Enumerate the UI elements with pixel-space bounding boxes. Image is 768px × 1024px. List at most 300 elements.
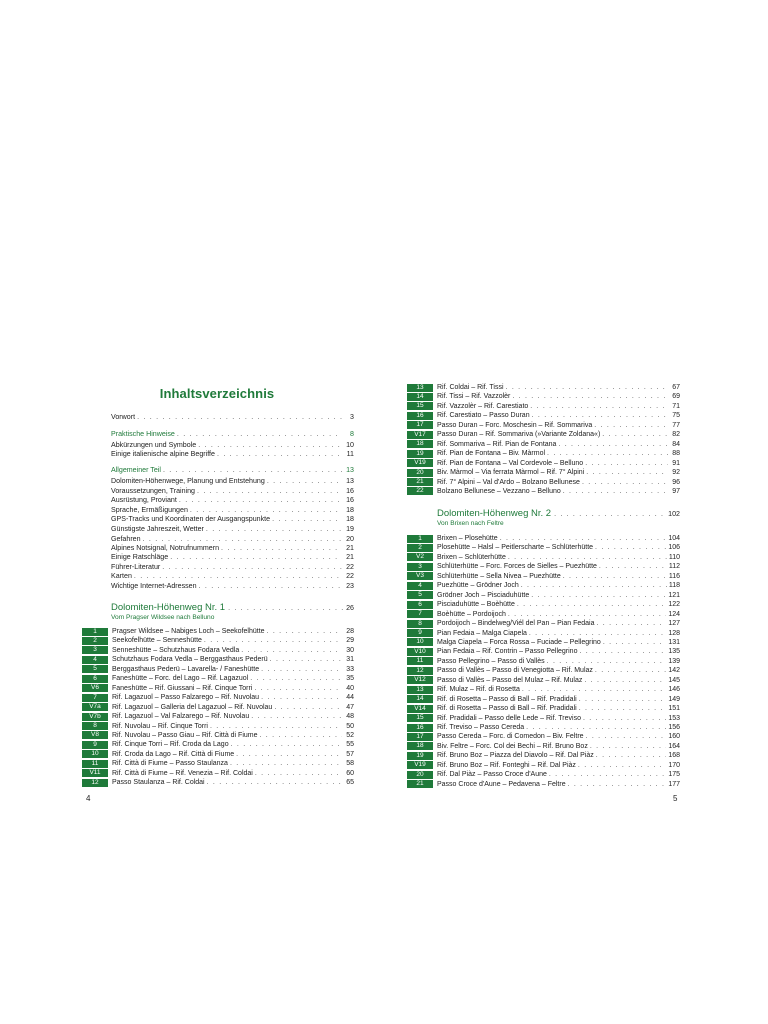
stage-number-badge: 6: [82, 675, 108, 683]
stage-entry-page: 110: [668, 553, 680, 561]
stage-entry-page: 31: [346, 656, 354, 664]
stage-entry[interactable]: [407, 572, 680, 581]
toc-entry-page: 22: [346, 572, 354, 580]
stage-entry[interactable]: [82, 722, 354, 731]
stage-entry[interactable]: [407, 392, 680, 401]
dot-leader: [250, 674, 342, 683]
page-title: Inhaltsverzeichnis: [159, 386, 275, 401]
stage-entry-page: 48: [346, 713, 354, 721]
stage-entry-text: Rif. Città di Fiume – Rif. Venezia – Rif. Coldai: [112, 769, 253, 777]
toc-entry-page: 21: [346, 544, 354, 552]
toc-entry-page: 8: [350, 430, 354, 438]
section-subtitle: Vom Pragser Wildsee nach Belluno: [111, 614, 215, 621]
stage-entry[interactable]: [407, 487, 680, 496]
toc-entry[interactable]: [111, 544, 354, 553]
section-title-text: Dolomiten-Höhenweg Nr. 2: [437, 508, 552, 519]
stage-entry-text: Rif. Vazzolèr – Rif. Carestiato: [437, 402, 529, 410]
stage-entry-page: 58: [346, 760, 354, 768]
toc-entry[interactable]: [111, 487, 354, 496]
stage-entry-text: Rif. Cinque Torri – Rif. Croda da Lago: [112, 741, 229, 749]
stage-entry[interactable]: [407, 751, 680, 760]
stage-number-badge: V10: [407, 648, 433, 656]
stage-entry[interactable]: [407, 732, 680, 741]
stage-number-badge: 2: [82, 637, 108, 645]
dot-leader: [163, 466, 342, 475]
stage-entry[interactable]: [407, 695, 680, 704]
stage-entry-text: Rif. Bruno Boz – Piazza del Diavolo – Rif. Dal Piàz: [437, 752, 594, 760]
stage-number-badge: 3: [82, 646, 108, 654]
toc-entry[interactable]: [111, 496, 354, 505]
stage-entry[interactable]: [407, 440, 680, 449]
stage-entry[interactable]: [82, 636, 354, 645]
toc-entry[interactable]: [111, 535, 354, 544]
dot-leader: [526, 723, 666, 732]
stage-entry[interactable]: [407, 562, 680, 571]
stage-number-badge: 12: [82, 779, 108, 787]
dot-leader: [547, 449, 668, 458]
dot-leader: [547, 657, 667, 666]
stage-entry-page: 160: [668, 733, 680, 741]
stage-entry-text: Rif. Coldai – Rif. Tissi: [437, 384, 504, 391]
stage-number-badge: 20: [407, 771, 433, 779]
stage-number-badge: V7a: [82, 703, 108, 711]
stage-entry-page: 128: [668, 629, 680, 637]
dot-leader: [585, 459, 668, 468]
toc-entry-page: 22: [346, 563, 354, 571]
stage-entry[interactable]: [407, 591, 680, 600]
dot-leader: [260, 731, 342, 740]
dot-leader: [579, 647, 666, 656]
stage-entry-page: 97: [672, 487, 680, 495]
dot-leader: [177, 430, 342, 439]
toc-entry-page: 11: [346, 450, 354, 458]
stage-entry-text: Passo Pellegrino – Passo di Vallès: [437, 657, 545, 665]
stage-entry[interactable]: [407, 619, 680, 628]
stage-number-badge: V7b: [82, 713, 108, 721]
stage-entry-page: 177: [668, 780, 680, 788]
stage-entry-text: Pisciaduhütte – Boèhütte: [437, 601, 515, 609]
stage-entry-page: 91: [672, 459, 680, 467]
dot-leader: [586, 468, 668, 477]
dot-leader: [554, 509, 665, 521]
stage-entry[interactable]: [407, 742, 680, 751]
toc-entry-text: Ausrüstung, Proviant: [111, 496, 177, 504]
stage-entry-text: Senneshütte – Schutzhaus Fodara Vedla: [112, 646, 240, 654]
stage-number-badge: V3: [407, 572, 433, 580]
stage-entry-page: 118: [668, 582, 680, 590]
stage-entry-page: 135: [668, 648, 680, 656]
stage-entry-page: 145: [668, 676, 680, 684]
dot-leader: [231, 740, 342, 749]
dot-leader: [596, 751, 667, 760]
stage-number-badge: V19: [407, 761, 433, 769]
toc-entry-page: 3: [350, 413, 354, 421]
stage-entry[interactable]: [82, 693, 354, 702]
dot-leader: [190, 506, 342, 515]
stage-entry[interactable]: [82, 684, 354, 693]
section-title-text: Dolomiten-Höhenweg Nr. 1: [111, 602, 226, 613]
stage-number-badge: 18: [407, 440, 433, 448]
section-subtitle: Von Brixen nach Feltre: [437, 520, 504, 527]
stage-number-badge: 18: [407, 742, 433, 750]
stage-entry-text: Faneshütte – Rif. Giussani – Rif. Cinque Torri: [112, 684, 253, 692]
stage-entry[interactable]: [82, 703, 354, 712]
dot-leader: [170, 553, 342, 562]
toc-entry[interactable]: [111, 441, 354, 450]
stage-number-badge: 10: [407, 638, 433, 646]
toc-entry[interactable]: [111, 413, 354, 422]
dot-leader: [563, 487, 668, 496]
stage-entry-text: Brixen – Plosehütte: [437, 535, 498, 542]
toc-entry-text: Gefahren: [111, 535, 141, 543]
stage-number-badge: 11: [82, 760, 108, 768]
stage-entry[interactable]: [407, 704, 680, 713]
stage-entry[interactable]: [82, 665, 354, 674]
stage-number-badge: V2: [407, 553, 433, 561]
stage-entry[interactable]: [82, 674, 354, 683]
stage-entry-text: Passo di Vallès – Passo di Venegiotta – Rif. Mulaz: [437, 667, 593, 675]
toc-entry-page: 16: [346, 496, 354, 504]
dot-leader: [517, 600, 666, 609]
dot-leader: [230, 759, 342, 768]
dot-leader: [241, 646, 342, 655]
section-title[interactable]: [437, 508, 680, 520]
toc-entry-page: 10: [346, 441, 354, 449]
dot-leader: [596, 619, 666, 628]
dot-leader: [532, 411, 668, 420]
stage-entry[interactable]: [407, 411, 680, 420]
stage-entry[interactable]: [82, 778, 354, 787]
stage-entry-text: Seekofelhütte – Senneshütte: [112, 637, 202, 645]
stage-entry-page: 131: [668, 638, 680, 646]
dot-leader: [251, 712, 342, 721]
toc-entry-text: Voraussetzungen, Training: [111, 487, 195, 495]
stage-entry[interactable]: [407, 534, 680, 543]
stage-entry-page: 84: [672, 440, 680, 448]
stage-number-badge: 7: [407, 610, 433, 618]
dot-leader: [197, 487, 342, 496]
stage-entry-page: 170: [668, 761, 680, 769]
stage-entry[interactable]: [82, 769, 354, 778]
stage-entry-page: 124: [668, 610, 680, 618]
dot-leader: [549, 770, 666, 779]
stage-entry[interactable]: [407, 638, 680, 647]
stage-entry[interactable]: [407, 478, 680, 487]
stage-entry-text: Rif. Lagazuol – Val Falzarego – Rif. Nuvolau: [112, 713, 250, 721]
toc-entry-text: Dolomiten-Höhenwege, Planung und Entstehung: [111, 477, 265, 485]
dot-leader: [221, 544, 342, 553]
toc-entry-page: 13: [346, 477, 354, 485]
dot-leader: [267, 627, 342, 636]
stage-entry-text: Berggasthaus Pederü – Lavarella- / Faneshütte: [112, 665, 260, 673]
stage-entry[interactable]: [407, 600, 680, 609]
dot-leader: [206, 525, 342, 534]
dot-leader: [261, 693, 342, 702]
stage-entry[interactable]: [407, 666, 680, 675]
stage-entry-text: Rif. Dal Piàz – Passo Croce d'Aune: [437, 771, 547, 779]
stage-entry[interactable]: [407, 770, 680, 779]
stage-entry-page: 112: [668, 563, 680, 571]
dot-leader: [137, 413, 342, 422]
stage-number-badge: 19: [407, 752, 433, 760]
toc-entry[interactable]: [111, 506, 354, 515]
stage-entry-page: 122: [668, 601, 680, 609]
stage-entry-text: Rif. Sommariva – Rif. Pian de Fontana: [437, 440, 557, 448]
toc-entry-text: Einige italienische alpine Begriffe: [111, 450, 215, 458]
dot-leader: [586, 732, 667, 741]
stage-entry[interactable]: [407, 402, 680, 411]
stage-entry-page: 153: [668, 714, 680, 722]
stage-entry[interactable]: [407, 581, 680, 590]
dot-leader: [579, 695, 667, 704]
stage-entry-text: Malga Ciapela – Forca Rossa – Fuciade – Pellegrino: [437, 638, 601, 646]
stage-entry[interactable]: [82, 712, 354, 721]
toc-entry-text: Allgemeiner Teil: [111, 466, 161, 474]
stage-entry-page: 33: [346, 665, 354, 673]
stage-number-badge: 16: [407, 724, 433, 732]
stage-entry-text: Rif. di Rosetta – Passo di Ball – Rif. Pradidali: [437, 705, 577, 713]
stage-number-badge: 4: [407, 582, 433, 590]
toc-entry-text: Abkürzungen und Symbole: [111, 441, 197, 449]
stage-entry-text: Passo Cereda – Forc. di Comedon – Biv. Feltre: [437, 733, 584, 741]
stage-entry-page: 29: [346, 637, 354, 645]
stage-entry[interactable]: [407, 459, 680, 468]
toc-entry-text: Führer-Literatur: [111, 563, 161, 571]
stage-entry[interactable]: [82, 750, 354, 759]
stage-number-badge: 20: [407, 469, 433, 477]
stage-entry-page: 146: [668, 686, 680, 694]
stage-number-badge: 22: [407, 487, 433, 495]
stage-entry[interactable]: [407, 676, 680, 685]
stage-entry-text: Rif. Nuvolau – Rif. Cinque Torri: [112, 722, 208, 730]
stage-entry-page: 50: [346, 722, 354, 730]
dot-leader: [217, 450, 342, 459]
toc-entry[interactable]: [111, 450, 354, 459]
stage-number-badge: 1: [82, 628, 108, 636]
stage-entry-text: Puezhütte – Grödner Joch: [437, 582, 519, 590]
toc-entry-page: 18: [346, 506, 354, 514]
dot-leader: [529, 629, 666, 638]
stage-entry-text: Rif. Treviso – Passo Cereda: [437, 724, 525, 731]
dot-leader: [261, 665, 342, 674]
stage-number-badge: 21: [407, 478, 433, 486]
stage-entry-text: Passo Duran – Forc. Moschesin – Rif. Sommariva: [437, 421, 593, 429]
stage-entry-page: 55: [346, 741, 354, 749]
stage-number-badge: 5: [82, 665, 108, 673]
dot-leader: [531, 591, 666, 600]
stage-entry-text: Brixen – Schlüterhütte: [437, 553, 506, 561]
toc-entry-page: 13: [346, 466, 354, 474]
stage-entry-text: Rif. Carestiato – Passo Duran: [437, 412, 530, 420]
stage-entry[interactable]: [407, 421, 680, 430]
stage-number-badge: 17: [407, 421, 433, 429]
stage-entry[interactable]: [82, 627, 354, 636]
stage-entry-text: Pian Fedaia – Rif. Contrin – Passo Pellegrino: [437, 648, 578, 656]
toc-entry[interactable]: [111, 430, 354, 439]
stage-number-badge: 14: [407, 393, 433, 401]
dot-leader: [558, 440, 668, 449]
toc-entry[interactable]: [111, 582, 354, 591]
dot-leader: [584, 676, 666, 685]
toc-entry-page: 19: [346, 525, 354, 533]
stage-entry-page: 47: [346, 703, 354, 711]
stage-entry-page: 30: [346, 646, 354, 654]
stage-entry-text: Bolzano Bellunese – Vezzano – Belluno: [437, 487, 561, 495]
stage-entry-text: Rif. Croda da Lago – Rif. Città di Fiume: [112, 750, 235, 758]
toc-entry-text: Sprache, Ermäßigungen: [111, 506, 188, 514]
stage-entry-text: Pian Fedaia – Malga Ciapela: [437, 629, 527, 637]
stage-number-badge: 3: [407, 563, 433, 571]
stage-entry[interactable]: [82, 759, 354, 768]
stage-entry-text: Biv. Feltre – Forc. Col dei Bechi – Rif. Bruno Boz: [437, 742, 588, 750]
stage-entry[interactable]: [82, 740, 354, 749]
toc-entry[interactable]: [111, 466, 354, 475]
stage-entry[interactable]: [82, 655, 354, 664]
stage-entry[interactable]: [407, 543, 680, 552]
dot-leader: [599, 562, 667, 571]
dot-leader: [207, 778, 342, 787]
stage-entry-text: Rif. di Rosetta – Passo di Ball – Rif. Pradidali: [437, 695, 577, 703]
stage-number-badge: 15: [407, 714, 433, 722]
toc-entry[interactable]: [111, 525, 354, 534]
stage-entry-page: 142: [668, 667, 680, 675]
stage-entry-page: 77: [672, 421, 680, 429]
stage-entry[interactable]: [407, 723, 680, 732]
stage-entry[interactable]: [407, 780, 680, 789]
dot-leader: [583, 714, 666, 723]
dot-leader: [522, 685, 666, 694]
stage-entry-text: Passo di Vallès – Passo del Mulaz – Rif. Mulaz: [437, 676, 583, 684]
toc-entry-page: 16: [346, 487, 354, 495]
dot-leader: [274, 703, 342, 712]
stage-entry[interactable]: [407, 449, 680, 458]
stage-entry-page: 156: [668, 724, 680, 731]
stage-entry-text: Rif. Tissi – Rif. Vazzolèr: [437, 393, 511, 401]
dot-leader: [204, 636, 342, 645]
stage-entry[interactable]: [407, 383, 680, 392]
dot-leader: [603, 638, 667, 647]
stage-entry-text: Rif. Mulaz – Rif. di Rosetta: [437, 686, 520, 694]
dot-leader: [270, 655, 342, 664]
dot-leader: [521, 581, 667, 590]
stage-entry-text: Pragser Wildsee – Nabiges Loch – Seekofelhütte: [112, 628, 265, 635]
toc-entry-text: Einige Ratschläge: [111, 553, 169, 561]
stage-number-badge: V12: [407, 676, 433, 684]
dot-leader: [199, 582, 342, 591]
stage-entry-page: 92: [672, 469, 680, 477]
stage-entry-text: Rif. Città di Fiume – Passo Staulanza: [112, 760, 228, 768]
toc-entry-page: 23: [346, 582, 354, 590]
stage-entry-page: 52: [346, 731, 354, 739]
stage-number-badge: 10: [82, 750, 108, 758]
stage-entry[interactable]: [407, 714, 680, 723]
dot-leader: [590, 742, 666, 751]
dot-leader: [578, 761, 666, 770]
stage-entry[interactable]: [407, 629, 680, 638]
toc-entry[interactable]: [111, 563, 354, 572]
dot-leader: [198, 441, 342, 450]
stage-entry-text: Pordoijoch – Bindelweg/Viél del Pan – Pian Fedaia: [437, 620, 595, 628]
stage-number-badge: V8: [82, 731, 108, 739]
stage-entry[interactable]: [407, 657, 680, 666]
page-number-right: 5: [673, 794, 678, 803]
stage-number-badge: 1: [407, 535, 433, 543]
stage-entry[interactable]: [407, 468, 680, 477]
stage-entry-page: 88: [672, 450, 680, 458]
stage-entry[interactable]: [407, 553, 680, 562]
stage-entry-page: 164: [668, 742, 680, 750]
stage-entry-page: 151: [668, 705, 680, 713]
stage-entry-page: 104: [668, 535, 680, 542]
stage-number-badge: V14: [407, 705, 433, 713]
dot-leader: [568, 780, 667, 789]
stage-number-badge: 21: [407, 780, 433, 788]
stage-entry[interactable]: [407, 647, 680, 656]
stage-entry-text: Biv. Màrmol – Via ferrata Màrmol – Rif. 7° Alpini: [437, 469, 585, 477]
section-title-page: 102: [668, 510, 680, 518]
stage-number-badge: 19: [407, 450, 433, 458]
stage-entry-text: Rif. Lagazuol – Galleria del Lagazuol – Rif. Nuvolau: [112, 703, 273, 711]
stage-entry[interactable]: [82, 646, 354, 655]
dot-leader: [579, 704, 667, 713]
stage-entry[interactable]: [407, 761, 680, 770]
stage-entry-page: 75: [672, 412, 680, 420]
stage-entry-page: 82: [672, 431, 680, 439]
dot-leader: [267, 477, 342, 486]
toc-entry[interactable]: [111, 515, 354, 524]
dot-leader: [595, 543, 666, 552]
stage-entry-page: 96: [672, 478, 680, 486]
toc-entry-page: 21: [346, 553, 354, 561]
stage-entry-page: 40: [346, 684, 354, 692]
stage-entry-text: Schutzhaus Fodara Vedla – Berggasthaus Pederü: [112, 656, 268, 664]
stage-entry[interactable]: [407, 685, 680, 694]
toc-entry[interactable]: [111, 477, 354, 486]
stage-number-badge: 17: [407, 733, 433, 741]
stage-number-badge: 13: [407, 384, 433, 392]
stage-number-badge: 16: [407, 412, 433, 420]
stage-entry-text: Plosehütte – Halsl – Peitlerscharte – Schlüterhütte: [437, 544, 594, 552]
stage-entry-page: 149: [668, 695, 680, 703]
stage-entry-page: 65: [346, 779, 354, 787]
stage-entry-text: Rif. Pradidali – Passo delle Lede – Rif. Treviso: [437, 714, 581, 722]
stage-entry-text: Passo Croce d'Aune – Pedavena – Feltre: [437, 780, 566, 788]
section-title[interactable]: [111, 602, 354, 614]
stage-entry-page: 69: [672, 393, 680, 401]
stage-entry[interactable]: [82, 731, 354, 740]
stage-entry-page: 67: [672, 384, 680, 391]
toc-entry[interactable]: [111, 553, 354, 562]
stage-entry-page: 57: [346, 750, 354, 758]
stage-entry-page: 28: [346, 628, 354, 635]
stage-entry-page: 139: [668, 657, 680, 665]
toc-entry[interactable]: [111, 572, 354, 581]
dot-leader: [179, 496, 342, 505]
stage-number-badge: 8: [407, 620, 433, 628]
stage-entry[interactable]: [407, 610, 680, 619]
stage-entry-text: Rif. Pian de Fontana – Biv. Màrmol: [437, 450, 546, 458]
stage-number-badge: V6: [82, 684, 108, 692]
stage-entry-text: Faneshütte – Forc. del Lago – Rif. Lagazuol: [112, 675, 249, 683]
stage-entry-text: Rif. Pian de Fontana – Val Cordevole – Belluno: [437, 459, 584, 467]
stage-entry-text: Passo Duran – Rif. Sommariva (»Variante Zoldana«): [437, 431, 601, 439]
stage-number-badge: 11: [407, 657, 433, 665]
stage-entry-page: 106: [668, 544, 680, 552]
toc-entry-text: Günstigste Jahreszeit, Wetter: [111, 525, 204, 533]
stage-entry[interactable]: [407, 430, 680, 439]
dot-leader: [143, 535, 342, 544]
dot-leader: [594, 421, 668, 430]
